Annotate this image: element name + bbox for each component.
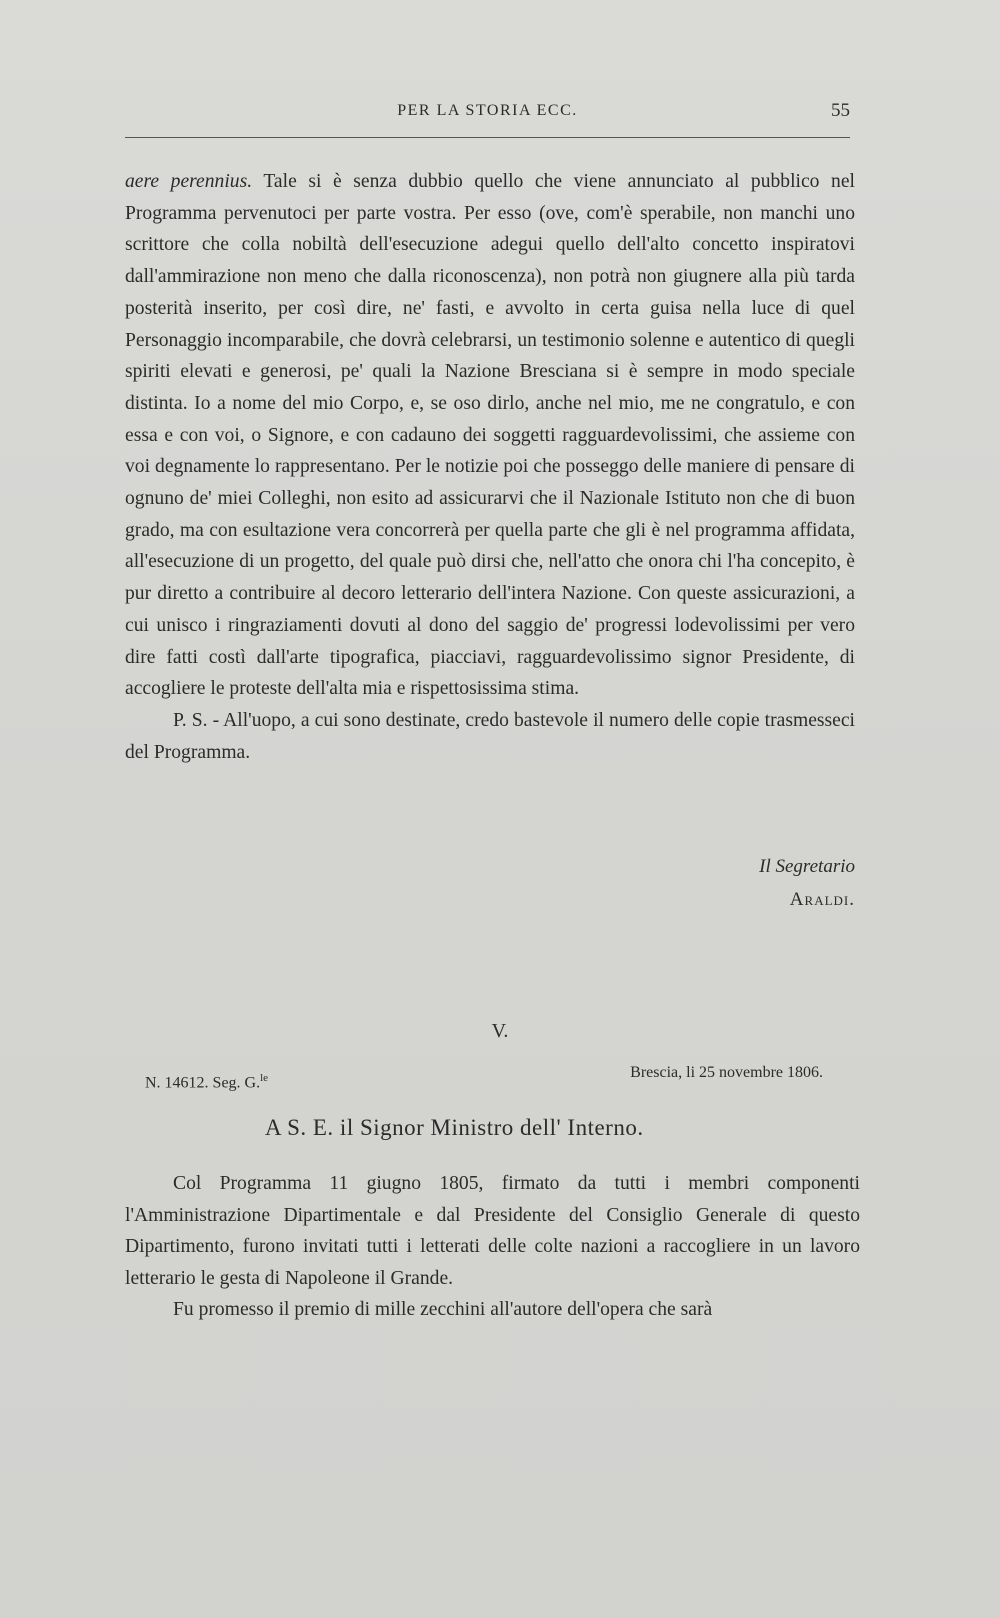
main-text xyxy=(125,166,855,768)
protocol-text: N. 14612. Seg. G. xyxy=(145,1074,261,1092)
protocol-superscript: le xyxy=(260,1072,269,1084)
place-date: Brescia, li 25 novembre 1806. xyxy=(630,1064,823,1081)
protocol-number xyxy=(145,1072,268,1092)
letter-paragraph-1: Col Programma 11 giugno 1805, firmato da tutti i membri componenti l'Amministrazione Dipartimentale e dal Presidente del Consiglio Generale di questo Dipartimento, furono invitati tutti i letterati delle colte nazioni a raccogliere in un lavoro letterario le gesta di Napoleone il Grande. xyxy=(125,1173,860,1289)
signature-block xyxy=(759,850,855,916)
page-number: 55 xyxy=(831,100,850,121)
header-rule xyxy=(125,137,850,138)
postscript: P. S. - All'uopo, a cui sono destinate, credo bastevole il numero delle copie trasmesseci del Programma. xyxy=(125,709,855,763)
paragraph-body: Tale si è senza dubbio quello che viene annunciato al pubblico nel Programma pervenutoci per parte vostra. Per esso (ove, com'è sperabile, non manchi uno scrittore che colla nobiltà dell'esecuzione adegui quello dell'alto concetto inspiratovi dall'ammirazione non meno che dalla riconoscenza), non potrà non giugnere alla più tarda posterità inserito, per così dire, ne' fasti, e avvolto in certa guisa nella luce di quel Personaggio incomparabile, che dovrà celebrarsi, un testimonio solenne e autentico di quegli spiriti elevati e generosi, pe' quali la Nazione Bresciana si è sempre in modo speciale distinta. Io a nome del mio Corpo, e, se oso dirlo, anche nel mio, me ne congratulo, e con essa e con voi, o Signore, e con cadauno dei soggetti ragguardevolissimi, che assieme con voi degnamente lo rappresentano. Per le notizie poi che posseggo delle maniere di pensare di ognuno de' miei Colleghi, non esito ad assicurarvi che il Nazionale Istituto non che di buon grado, ma con esultazione vera concorrerà per quella parte che gli è nel programma affidata, all'esecuzione di un progetto, del quale può dirsi che, nell'atto che onora chi l'ha concepito, è pur diretto a contribuire al decoro letterario dell'intera Nazione. Con queste assicurazioni, a cui unisco i ringraziamenti dovuti al dono del saggio de' progressi lodevolissimi per vero dire fatti costì dall'arte tipografica, piacciavi, ragguardevolissimo signor Presidente, di accogliere le proteste dell'alta mia e rispettosissima stima. xyxy=(125,171,855,700)
addressee: A S. E. il Signor Ministro dell' Interno. xyxy=(265,1115,644,1140)
letter-paragraph-2: Fu promesso il premio di mille zecchini all'autore dell'opera che sarà xyxy=(173,1299,713,1320)
latin-phrase: aere perennius. xyxy=(125,171,253,192)
page-header xyxy=(125,102,850,134)
letter-body xyxy=(125,1168,860,1326)
signature-name: Araldi. xyxy=(789,889,855,910)
signature-role: Il Segretario xyxy=(759,856,855,877)
section-numeral: V. xyxy=(491,1020,509,1042)
running-head: PER LA STORIA ECC. xyxy=(397,102,578,119)
paragraph-continued xyxy=(125,166,855,705)
